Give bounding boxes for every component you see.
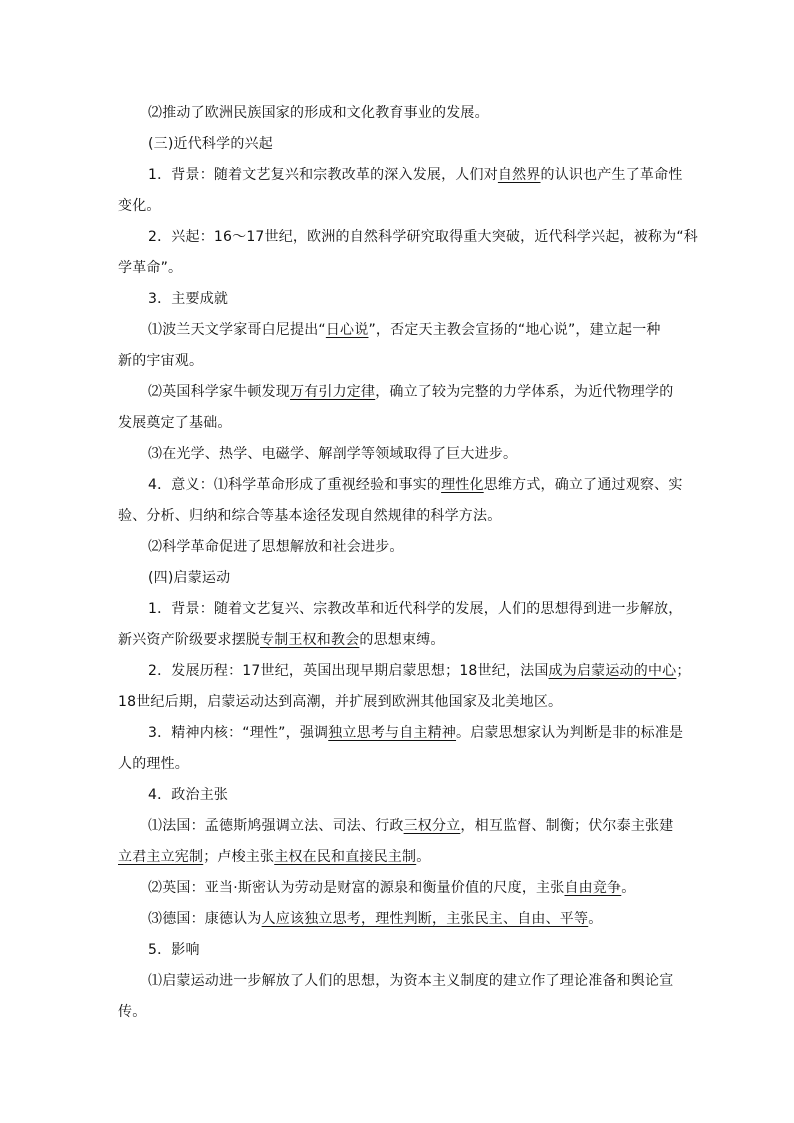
underlined-text: 人应该独立思考，理性判断，主张民主、自由、平等 <box>261 911 589 927</box>
text-segment: ； <box>676 663 691 679</box>
paragraph <box>118 532 678 563</box>
text-segment: 1．背景：随着文艺复兴、宗教改革和近代科学的发展，人们的思想得到进一步解放， <box>148 601 683 617</box>
text-segment: 的认识也产生了革命性 <box>540 167 683 183</box>
paragraph <box>118 284 678 315</box>
text-segment: ⑴启蒙运动进一步解放了人们的思想，为资本主义制度的建立作了理论准备和舆论宣 <box>148 973 674 989</box>
text-line <box>118 408 678 439</box>
text-line <box>118 222 698 253</box>
text-line <box>118 470 683 501</box>
text-segment: 新兴资产阶级要求摆脱 <box>118 632 260 648</box>
text-line <box>118 718 684 749</box>
text-segment: 。 <box>416 849 431 865</box>
paragraph <box>118 129 678 160</box>
text-line <box>118 284 678 315</box>
text-segment: 学革命”。 <box>118 260 183 276</box>
text-line <box>118 501 678 532</box>
underlined-text: 专制王权和教会 <box>260 632 360 648</box>
text-segment: 3．精神内核：“理性”，强调 <box>148 725 329 741</box>
text-segment: ⑴波兰天文学家哥白尼提出“ <box>148 322 326 338</box>
text-segment: 变化。 <box>118 198 161 214</box>
paragraph <box>118 222 698 284</box>
text-line <box>118 563 678 594</box>
text-line <box>118 935 678 966</box>
text-segment: 3．主要成就 <box>148 291 229 307</box>
paragraph <box>118 377 678 439</box>
text-segment: 发展奠定了基础。 <box>118 415 232 431</box>
text-segment: (四)启蒙运动 <box>148 570 231 586</box>
text-segment: ⑵推动了欧洲民族国家的形成和文化教育事业的发展。 <box>148 105 489 121</box>
text-segment: 新的宇宙观。 <box>118 353 204 369</box>
text-line <box>118 811 678 842</box>
text-segment: 传。 <box>118 1004 147 1020</box>
text-segment: 验、分析、归纳和综合等基本途径发现自然规律的科学方法。 <box>118 508 502 524</box>
underlined-text: 理性化 <box>441 477 484 493</box>
paragraph <box>118 811 678 873</box>
paragraph <box>118 656 691 718</box>
text-line <box>118 346 678 377</box>
text-segment: 。启蒙思想家认为判断是非的标准是 <box>456 725 684 741</box>
text-line <box>118 129 678 160</box>
text-line <box>118 439 678 470</box>
text-segment: ，确立了较为完整的力学体系，为近代物理学的 <box>375 384 674 400</box>
text-segment: ⑵英国：亚当·斯密认为劳动是财富的源泉和衡量价值的尺度，主张 <box>148 880 565 896</box>
text-segment: ⑶在光学、热学、电磁学、解剖学等领域取得了巨大进步。 <box>148 446 518 462</box>
text-line <box>118 687 678 718</box>
text-segment: 2．兴起：16～17世纪，欧洲的自然科学研究取得重大突破，近代科学兴起，被称为“科 <box>148 229 698 245</box>
underlined-text: 主权在民和直接民主制 <box>274 849 417 865</box>
paragraph <box>118 935 678 966</box>
text-line <box>118 904 678 935</box>
text-line <box>118 253 678 284</box>
text-segment: ”，否定天主教会宣扬的“地心说”，建立起一种 <box>368 322 661 338</box>
text-segment: 2．发展历程：17世纪，英国出现早期启蒙思想；18世纪，法国 <box>148 663 549 679</box>
text-line <box>118 749 678 780</box>
text-line <box>118 625 678 656</box>
paragraph <box>118 160 683 222</box>
underlined-text: 三权分立 <box>403 818 461 834</box>
text-segment: 人的理性。 <box>118 756 189 772</box>
paragraph <box>118 904 678 935</box>
text-line <box>118 780 678 811</box>
text-segment: ⑵科学革命促进了思想解放和社会进步。 <box>148 539 404 555</box>
paragraph <box>118 780 678 811</box>
text-line <box>118 377 678 408</box>
underlined-text: 万有引力定律 <box>290 384 376 400</box>
text-line <box>118 315 678 346</box>
text-segment: 。 <box>621 880 636 896</box>
text-segment: 的思想束缚。 <box>359 632 445 648</box>
text-segment: 4．政治主张 <box>148 787 229 803</box>
text-segment: 思维方式，确立了通过观察、实 <box>483 477 683 493</box>
text-segment: 。 <box>588 911 603 927</box>
text-line <box>118 997 678 1028</box>
underlined-text: 独立思考与自主精神 <box>328 725 457 741</box>
paragraph <box>118 563 678 594</box>
text-segment: 18世纪后期，启蒙运动达到高潮，并扩展到欧洲其他国家及北美地区。 <box>118 694 563 710</box>
text-line <box>118 98 678 129</box>
paragraph <box>118 315 678 377</box>
text-segment: ；卢梭主张 <box>203 849 275 865</box>
paragraph <box>118 439 678 470</box>
text-line <box>118 160 683 191</box>
text-segment: ⑴法国：孟德斯鸠强调立法、司法、行政 <box>148 818 404 834</box>
underlined-text: 自然界 <box>497 167 541 183</box>
paragraph <box>118 966 678 1028</box>
text-segment: 4．意义：⑴科学革命形成了重视经验和事实的 <box>148 477 442 493</box>
paragraph <box>118 594 683 656</box>
text-segment: ⑶德国：康德认为 <box>148 911 262 927</box>
paragraph <box>118 470 683 532</box>
text-segment: (三)近代科学的兴起 <box>148 136 273 152</box>
text-segment: ，相互监督、制衡；伏尔泰主张建 <box>460 818 674 834</box>
text-line <box>118 842 678 873</box>
text-line <box>118 532 678 563</box>
text-segment: 1．背景：随着文艺复兴和宗教改革的深入发展，人们对 <box>148 167 498 183</box>
underlined-text: 日心说 <box>325 322 369 338</box>
underlined-text: 立君主立宪制 <box>118 849 204 865</box>
paragraph <box>118 718 684 780</box>
underlined-text: 成为启蒙运动的中心 <box>548 663 677 679</box>
text-line <box>118 656 691 687</box>
text-line <box>118 594 683 625</box>
text-line <box>118 966 678 997</box>
underlined-text: 自由竞争 <box>564 880 622 896</box>
paragraph <box>118 98 678 129</box>
text-segment: ⑵英国科学家牛顿发现 <box>148 384 290 400</box>
text-line <box>118 191 678 222</box>
text-segment: 5．影响 <box>148 942 200 958</box>
text-line <box>118 873 678 904</box>
paragraph <box>118 873 678 904</box>
